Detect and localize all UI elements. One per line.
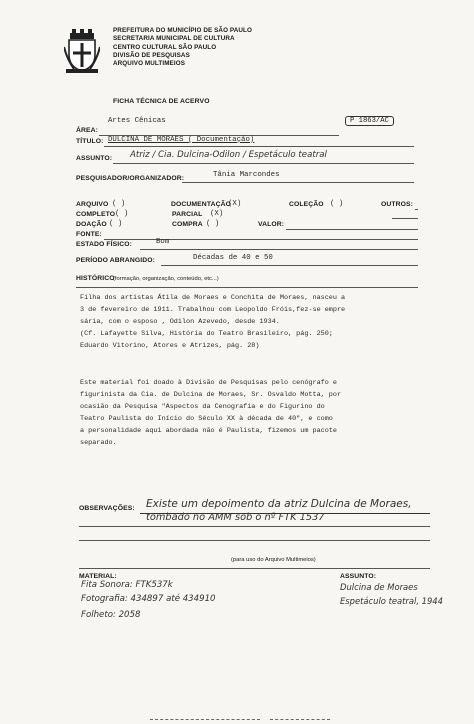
text-line: figurinista da Cia. de Dulcina de Moraes, Sr. Osvaldo Motta, por <box>80 391 342 399</box>
text-line: Este material foi doado à Divisão de Pesquisas pelo cenógrafo e <box>80 379 337 387</box>
footer-assunto-line: Dulcina de Moraes <box>340 582 418 592</box>
colecao-checkbox[interactable]: ( ) <box>330 200 344 208</box>
historico-paragraph-2 <box>80 377 341 449</box>
arquivo-label: ARQUIVO <box>76 201 109 208</box>
doacao-label: DOAÇÃO <box>76 221 107 228</box>
observacoes-line-1: Existe um depoimento da atriz Dulcina de Moraes, <box>146 498 412 510</box>
outros-label: OUTROS: <box>381 201 414 208</box>
catalog-stamp: P 1863/AC <box>345 116 394 126</box>
material-line: Folheto: 2058 <box>81 610 141 620</box>
pesquisador-label: PESQUISADOR/ORGANIZADOR: <box>76 175 185 182</box>
arquivo-checkbox[interactable]: ( ) <box>112 200 126 208</box>
footer-assunto-label: ASSUNTO: <box>340 573 377 580</box>
material-label: MATERIAL: <box>79 573 117 580</box>
titulo-label: TÍTULO: <box>76 138 104 145</box>
observacoes-line-2: tombado no AMM sob o nº FTK 1537 <box>146 512 325 523</box>
text-line: (Cf. Lafayette Silva, História do Teatro Brasileiro, pág. 250; <box>80 330 333 338</box>
text-line: Teatro Paulista do Início do Século XX à década de 40", e como <box>80 415 333 423</box>
header-line: SECRETARIA MUNICIPAL DE CULTURA <box>113 35 235 43</box>
valor-label: VALOR: <box>258 221 285 228</box>
header-line: PREFEITURA DO MUNICÍPIO DE SÃO PAULO <box>113 27 252 34</box>
historico-paragraph-1 <box>80 292 345 352</box>
pesquisador-value: Tânia Marcondes <box>213 171 280 179</box>
header-line: DIVISÃO DE PESQUISAS <box>113 51 190 59</box>
periodo-label: PERÍODO ABRANGIDO: <box>76 257 155 264</box>
header-line: CENTRO CULTURAL SÃO PAULO <box>113 43 217 51</box>
material-line: Fotografia: 434897 até 434910 <box>81 594 216 604</box>
historico-hint: (formação, organização, conteúdo, etc...) <box>113 276 219 282</box>
text-line: separado. <box>80 439 117 447</box>
compra-label: COMPRA <box>172 221 203 228</box>
material-line: Fita Sonora: FTK537k <box>81 580 173 590</box>
uso-arquivo-note: (para uso do Arquivo Multimeios) <box>231 557 316 563</box>
periodo-value: Décadas de 40 e 50 <box>193 254 273 262</box>
assunto-label: ASSUNTO: <box>76 155 113 162</box>
documentacao-checkbox[interactable]: (X) <box>228 200 242 208</box>
documentacao-label: DOCUMENTAÇÃO <box>171 201 231 208</box>
observacoes-label: OBSERVAÇÕES: <box>79 505 135 512</box>
header-line: ARQUIVO MULTIMEIOS <box>113 60 185 68</box>
institution-header <box>113 27 252 68</box>
fonte-label: FONTE: <box>76 231 102 238</box>
city-crest-icon <box>64 29 100 73</box>
titulo-value: DULCINA DE MORAES ( Documentação) <box>108 136 255 144</box>
estado-value: Bom <box>156 238 170 246</box>
compra-checkbox[interactable]: ( ) <box>206 220 220 228</box>
text-line: Filha dos artistas Átila de Moraes e Conchita de Moraes, nasceu a <box>80 294 346 302</box>
text-line: 3 de fevereiro de 1911. Trabalhou com Leopoldo Fróis,fez-se empre <box>80 306 346 314</box>
doacao-checkbox[interactable]: ( ) <box>109 220 123 228</box>
colecao-label: COLEÇÃO <box>289 201 324 208</box>
assunto-value: Atriz / Cia. Dulcina-Odilon / Espetáculo teatral <box>130 150 327 160</box>
historico-label: HISTÓRICO <box>76 275 115 282</box>
area-label: ÁREA: <box>76 127 99 134</box>
completo-label: COMPLETO <box>76 211 116 218</box>
text-line: a personalidade aqui abordada não é Paulista, fizemos um pacote <box>80 427 337 435</box>
estado-label: ESTADO FÍSICO: <box>76 241 133 248</box>
parcial-label: PARCIAL <box>172 211 203 218</box>
text-line: sária, com o esposo , Odilon Azevedo, desde 1934. <box>80 318 280 326</box>
footer-assunto-line: Espetáculo teatral, 1944 <box>340 596 443 606</box>
parcial-checkbox[interactable]: (X) <box>210 210 224 218</box>
form-title: FICHA TÉCNICA DE ACERVO <box>113 98 210 105</box>
completo-checkbox[interactable]: ( ) <box>115 210 129 218</box>
area-value: Artes Cênicas <box>108 117 166 125</box>
text-line: ocasião da Pesquisa "Aspectos da Cenografia e do Figurino do <box>80 403 325 411</box>
text-line: Eduardo Vitorino, Atores e Atrizes, pág. 28) <box>80 342 260 350</box>
